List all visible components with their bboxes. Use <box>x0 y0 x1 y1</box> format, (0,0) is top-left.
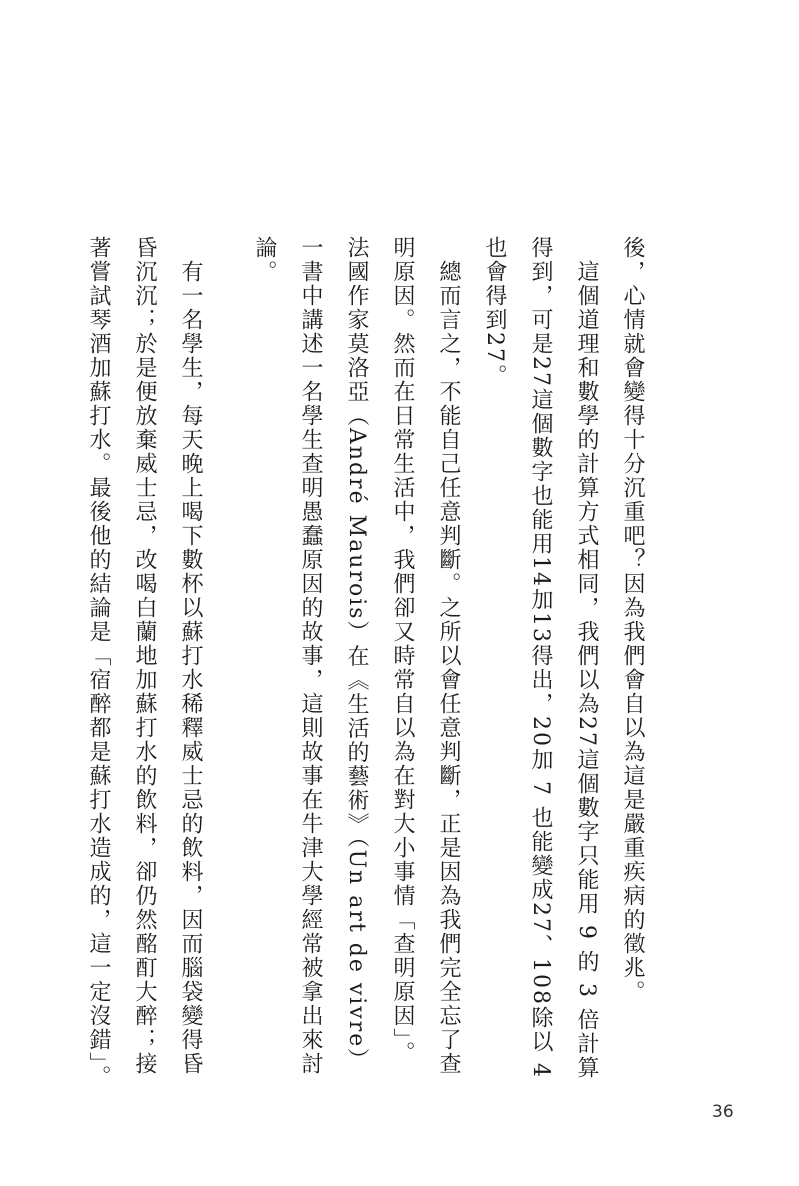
paragraph: 總而言之，不能自己任意判斷。之所以會任意判斷，正是因為我們完全忘了查明原因。然而在日常生活中，我們卻又時常自以為在對大小事情「查明原因」。 <box>390 236 461 1076</box>
paragraph: 後，心情就會變得十分沉重吧？因為我們會自以為這是嚴重疾病的徵兆。 <box>620 236 645 1004</box>
paragraph: 這個道理和數學的計算方式相同，我們以為27這個數字只能用 9 的 3 倍計算得到，可是27這個數字也能用14加13得出，20加 7 也能變成27、108除以 4 也會得到27。 <box>482 236 599 1080</box>
page-number: 36 <box>712 1102 734 1122</box>
paragraph: 法國作家莫洛亞（André Maurois）在《生活的藝術》（Un art de vivre）一書中講述一名學生查明愚蠢原因的故事，這則故事在牛津大學經常被拿出來討論。 <box>252 236 369 1076</box>
body-text <box>86 236 655 1096</box>
paragraph: 有一名學生，每天晚上喝下數杯以蘇打水稀釋威士忌的飲料，因而腦袋變得昏昏沉沉；於是便放棄威士忌，改喝白蘭地加蘇打水的飲料，卻仍然酩酊大醉；接著嘗試琴酒加蘇打水。最後他的結論是「宿醉都是蘇打水造成的，這一定沒錯」。 <box>86 236 203 1089</box>
